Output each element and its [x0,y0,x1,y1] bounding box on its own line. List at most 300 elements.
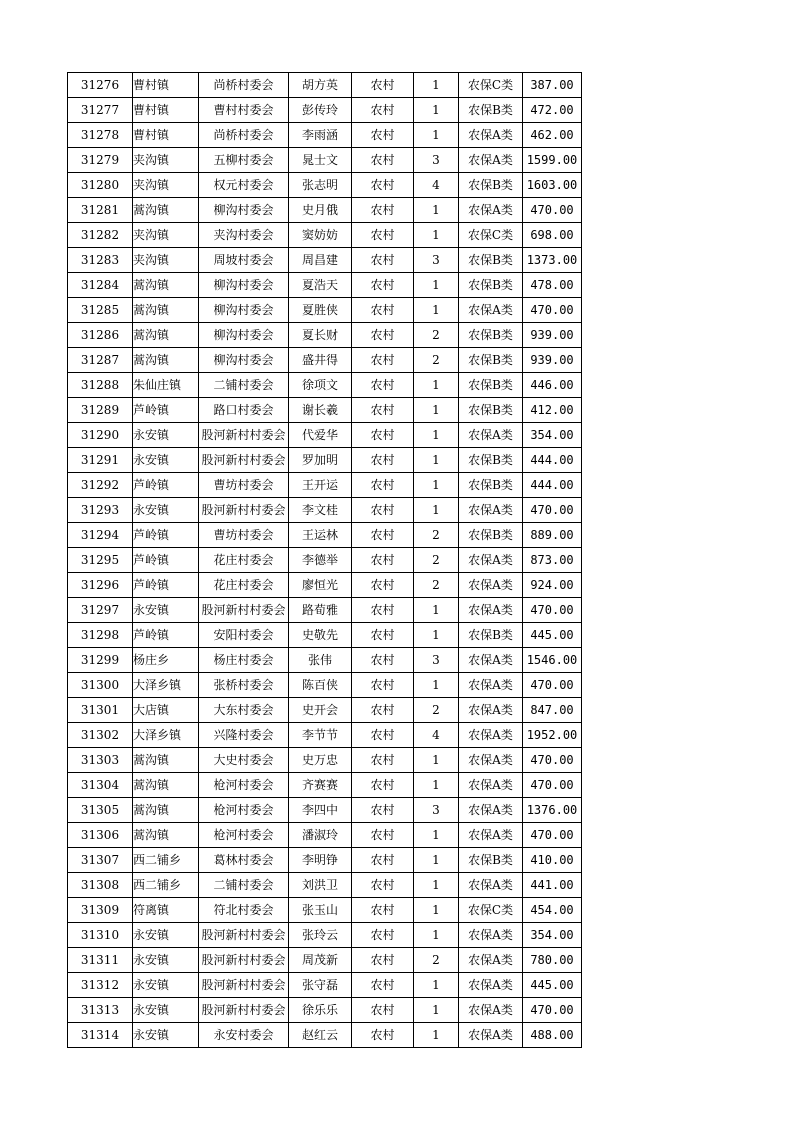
cell-village: 永安村委会 [199,1023,289,1048]
cell-name: 王开运 [289,473,352,498]
cell-town: 芦岭镇 [133,573,199,598]
cell-category: 农保A类 [459,498,523,523]
cell-amount: 873.00 [523,548,582,573]
cell-name: 李雨涵 [289,123,352,148]
cell-town: 夹沟镇 [133,248,199,273]
cell-type: 农村 [352,648,414,673]
cell-amount: 446.00 [523,373,582,398]
cell-type: 农村 [352,798,414,823]
cell-town: 芦岭镇 [133,398,199,423]
cell-town: 永安镇 [133,498,199,523]
cell-count: 1 [414,198,459,223]
cell-town: 曹村镇 [133,73,199,98]
cell-id: 31277 [68,98,133,123]
cell-id: 31278 [68,123,133,148]
cell-count: 1 [414,973,459,998]
cell-type: 农村 [352,373,414,398]
cell-town: 杨庄乡 [133,648,199,673]
cell-category: 农保A类 [459,823,523,848]
cell-category: 农保A类 [459,298,523,323]
cell-amount: 698.00 [523,223,582,248]
cell-type: 农村 [352,248,414,273]
cell-count: 1 [414,123,459,148]
cell-town: 芦岭镇 [133,548,199,573]
cell-type: 农村 [352,473,414,498]
cell-amount: 445.00 [523,623,582,648]
cell-count: 1 [414,923,459,948]
cell-category: 农保B类 [459,173,523,198]
cell-village: 柳沟村委会 [199,198,289,223]
cell-name: 廖恒光 [289,573,352,598]
cell-amount: 462.00 [523,123,582,148]
cell-id: 31279 [68,148,133,173]
cell-count: 1 [414,823,459,848]
cell-category: 农保A类 [459,723,523,748]
cell-category: 农保A类 [459,598,523,623]
cell-count: 3 [414,148,459,173]
cell-amount: 1603.00 [523,173,582,198]
cell-village: 大史村委会 [199,748,289,773]
cell-town: 朱仙庄镇 [133,373,199,398]
cell-name: 周昌建 [289,248,352,273]
cell-amount: 1546.00 [523,648,582,673]
table-row [68,248,582,273]
cell-name: 张伟 [289,648,352,673]
cell-id: 31298 [68,623,133,648]
table-row [68,348,582,373]
cell-amount: 924.00 [523,573,582,598]
table-row [68,798,582,823]
cell-id: 31291 [68,448,133,473]
cell-town: 蒿沟镇 [133,773,199,798]
cell-id: 31292 [68,473,133,498]
cell-amount: 1376.00 [523,798,582,823]
cell-type: 农村 [352,723,414,748]
cell-village: 柳沟村委会 [199,298,289,323]
cell-id: 31289 [68,398,133,423]
table-row [68,323,582,348]
cell-category: 农保B类 [459,623,523,648]
cell-name: 张玉山 [289,898,352,923]
cell-name: 代爱华 [289,423,352,448]
cell-id: 31305 [68,798,133,823]
cell-amount: 470.00 [523,998,582,1023]
cell-count: 3 [414,798,459,823]
table-row [68,573,582,598]
cell-type: 农村 [352,873,414,898]
cell-amount: 470.00 [523,198,582,223]
cell-category: 农保A类 [459,948,523,973]
cell-town: 夹沟镇 [133,148,199,173]
cell-category: 农保A类 [459,773,523,798]
cell-category: 农保A类 [459,998,523,1023]
cell-type: 农村 [352,298,414,323]
data-table [67,72,582,1048]
cell-type: 农村 [352,623,414,648]
cell-category: 农保A类 [459,873,523,898]
cell-type: 农村 [352,73,414,98]
cell-type: 农村 [352,748,414,773]
table-body [68,73,582,1048]
cell-type: 农村 [352,198,414,223]
cell-name: 徐乐乐 [289,998,352,1023]
cell-category: 农保B类 [459,248,523,273]
cell-village: 周坡村委会 [199,248,289,273]
cell-village: 曹村村委会 [199,98,289,123]
cell-type: 农村 [352,973,414,998]
cell-id: 31300 [68,673,133,698]
cell-name: 史敬先 [289,623,352,648]
cell-town: 曹村镇 [133,98,199,123]
cell-village: 二铺村委会 [199,873,289,898]
cell-count: 1 [414,1023,459,1048]
cell-id: 31284 [68,273,133,298]
cell-town: 蒿沟镇 [133,273,199,298]
cell-type: 农村 [352,823,414,848]
cell-amount: 444.00 [523,448,582,473]
cell-name: 夏胜侠 [289,298,352,323]
cell-name: 晁士文 [289,148,352,173]
cell-town: 大泽乡镇 [133,673,199,698]
table-row [68,298,582,323]
cell-type: 农村 [352,148,414,173]
cell-name: 窦妨妨 [289,223,352,248]
cell-village: 大东村委会 [199,698,289,723]
cell-amount: 470.00 [523,298,582,323]
cell-amount: 412.00 [523,398,582,423]
cell-count: 1 [414,848,459,873]
cell-count: 4 [414,173,459,198]
cell-type: 农村 [352,173,414,198]
table-row [68,873,582,898]
cell-id: 31309 [68,898,133,923]
cell-count: 3 [414,248,459,273]
cell-category: 农保C类 [459,223,523,248]
cell-town: 芦岭镇 [133,523,199,548]
cell-id: 31301 [68,698,133,723]
cell-category: 农保C类 [459,73,523,98]
cell-town: 芦岭镇 [133,623,199,648]
cell-type: 农村 [352,423,414,448]
cell-id: 31299 [68,648,133,673]
cell-category: 农保B类 [459,348,523,373]
cell-name: 赵红云 [289,1023,352,1048]
cell-count: 1 [414,498,459,523]
cell-category: 农保A类 [459,548,523,573]
cell-count: 1 [414,873,459,898]
cell-count: 1 [414,398,459,423]
table-row [68,948,582,973]
cell-village: 葛林村委会 [199,848,289,873]
table-row [68,698,582,723]
cell-amount: 847.00 [523,698,582,723]
cell-town: 蒿沟镇 [133,748,199,773]
cell-village: 张桥村委会 [199,673,289,698]
cell-name: 李节节 [289,723,352,748]
table-row [68,523,582,548]
cell-id: 31306 [68,823,133,848]
cell-village: 柳沟村委会 [199,348,289,373]
cell-amount: 889.00 [523,523,582,548]
cell-town: 夹沟镇 [133,223,199,248]
cell-name: 王运林 [289,523,352,548]
cell-name: 谢长羲 [289,398,352,423]
cell-category: 农保A类 [459,798,523,823]
cell-town: 永安镇 [133,1023,199,1048]
cell-town: 永安镇 [133,448,199,473]
cell-name: 彭传玲 [289,98,352,123]
cell-name: 周茂新 [289,948,352,973]
cell-town: 蒿沟镇 [133,823,199,848]
cell-village: 枪河村委会 [199,773,289,798]
cell-id: 31287 [68,348,133,373]
cell-name: 史月俄 [289,198,352,223]
cell-name: 陈百侠 [289,673,352,698]
cell-id: 31302 [68,723,133,748]
cell-amount: 488.00 [523,1023,582,1048]
cell-amount: 354.00 [523,423,582,448]
cell-town: 大泽乡镇 [133,723,199,748]
cell-id: 31303 [68,748,133,773]
cell-category: 农保A类 [459,1023,523,1048]
cell-village: 枪河村委会 [199,823,289,848]
cell-id: 31310 [68,923,133,948]
cell-amount: 472.00 [523,98,582,123]
cell-count: 1 [414,773,459,798]
cell-type: 农村 [352,498,414,523]
cell-type: 农村 [352,323,414,348]
cell-category: 农保B类 [459,98,523,123]
cell-village: 枪河村委会 [199,798,289,823]
cell-village: 股河新村村委会 [199,598,289,623]
cell-count: 2 [414,573,459,598]
cell-town: 永安镇 [133,423,199,448]
cell-id: 31304 [68,773,133,798]
cell-count: 2 [414,548,459,573]
cell-name: 夏浩天 [289,273,352,298]
table-row [68,623,582,648]
table-row [68,198,582,223]
cell-count: 4 [414,723,459,748]
cell-town: 永安镇 [133,948,199,973]
cell-type: 农村 [352,948,414,973]
cell-count: 3 [414,648,459,673]
cell-name: 张玲云 [289,923,352,948]
cell-type: 农村 [352,773,414,798]
cell-name: 张守磊 [289,973,352,998]
cell-type: 农村 [352,523,414,548]
cell-amount: 470.00 [523,673,582,698]
cell-name: 史开会 [289,698,352,723]
cell-type: 农村 [352,598,414,623]
table-row [68,998,582,1023]
table-row [68,273,582,298]
cell-category: 农保A类 [459,748,523,773]
cell-category: 农保A类 [459,573,523,598]
cell-count: 1 [414,623,459,648]
cell-count: 1 [414,473,459,498]
cell-count: 1 [414,898,459,923]
cell-amount: 410.00 [523,848,582,873]
table-row [68,398,582,423]
table-row [68,673,582,698]
cell-town: 西二铺乡 [133,848,199,873]
cell-category: 农保B类 [459,523,523,548]
cell-village: 安阳村委会 [199,623,289,648]
cell-village: 股河新村村委会 [199,973,289,998]
table-row [68,473,582,498]
cell-town: 曹村镇 [133,123,199,148]
cell-amount: 470.00 [523,823,582,848]
cell-id: 31282 [68,223,133,248]
cell-category: 农保B类 [459,273,523,298]
cell-type: 农村 [352,348,414,373]
table-row [68,848,582,873]
table-row [68,748,582,773]
cell-amount: 780.00 [523,948,582,973]
cell-amount: 454.00 [523,898,582,923]
cell-village: 尚桥村委会 [199,73,289,98]
cell-count: 2 [414,523,459,548]
cell-town: 西二铺乡 [133,873,199,898]
table-row [68,123,582,148]
table-row [68,898,582,923]
table-row [68,148,582,173]
cell-id: 31308 [68,873,133,898]
cell-id: 31293 [68,498,133,523]
cell-id: 31314 [68,1023,133,1048]
cell-village: 杨庄村委会 [199,648,289,673]
cell-category: 农保B类 [459,398,523,423]
cell-name: 胡方英 [289,73,352,98]
cell-type: 农村 [352,98,414,123]
cell-town: 符离镇 [133,898,199,923]
cell-amount: 1599.00 [523,148,582,173]
cell-village: 二铺村委会 [199,373,289,398]
cell-village: 曹坊村委会 [199,473,289,498]
table-row [68,548,582,573]
table-row [68,923,582,948]
table-row [68,423,582,448]
cell-amount: 470.00 [523,498,582,523]
cell-village: 股河新村村委会 [199,498,289,523]
cell-amount: 441.00 [523,873,582,898]
table-row [68,373,582,398]
cell-name: 李文桂 [289,498,352,523]
cell-category: 农保A类 [459,673,523,698]
cell-category: 农保C类 [459,898,523,923]
cell-town: 永安镇 [133,973,199,998]
cell-village: 符北村委会 [199,898,289,923]
cell-category: 农保A类 [459,698,523,723]
cell-village: 股河新村村委会 [199,998,289,1023]
cell-type: 农村 [352,548,414,573]
cell-village: 股河新村村委会 [199,948,289,973]
cell-count: 1 [414,298,459,323]
cell-category: 农保A类 [459,148,523,173]
cell-town: 永安镇 [133,598,199,623]
cell-town: 蒿沟镇 [133,348,199,373]
cell-count: 2 [414,948,459,973]
cell-category: 农保A类 [459,648,523,673]
cell-id: 31288 [68,373,133,398]
cell-village: 兴隆村委会 [199,723,289,748]
cell-count: 1 [414,748,459,773]
cell-count: 2 [414,323,459,348]
cell-id: 31312 [68,973,133,998]
cell-town: 大店镇 [133,698,199,723]
cell-id: 31307 [68,848,133,873]
table-row [68,648,582,673]
table-row [68,98,582,123]
cell-id: 31285 [68,298,133,323]
cell-count: 1 [414,998,459,1023]
cell-town: 蒿沟镇 [133,298,199,323]
cell-amount: 387.00 [523,73,582,98]
cell-type: 农村 [352,1023,414,1048]
cell-village: 路口村委会 [199,398,289,423]
cell-village: 柳沟村委会 [199,323,289,348]
cell-id: 31280 [68,173,133,198]
cell-name: 李德举 [289,548,352,573]
cell-id: 31295 [68,548,133,573]
cell-count: 1 [414,373,459,398]
cell-category: 农保B类 [459,848,523,873]
cell-id: 31294 [68,523,133,548]
cell-id: 31283 [68,248,133,273]
cell-count: 1 [414,448,459,473]
cell-town: 芦岭镇 [133,473,199,498]
cell-name: 路荀雅 [289,598,352,623]
cell-category: 农保A类 [459,198,523,223]
cell-count: 1 [414,273,459,298]
cell-count: 1 [414,73,459,98]
cell-count: 2 [414,348,459,373]
table-row [68,223,582,248]
cell-category: 农保B类 [459,448,523,473]
cell-amount: 1952.00 [523,723,582,748]
cell-name: 史万忠 [289,748,352,773]
cell-category: 农保B类 [459,373,523,398]
cell-name: 李四中 [289,798,352,823]
cell-category: 农保B类 [459,473,523,498]
cell-town: 蒿沟镇 [133,798,199,823]
cell-amount: 445.00 [523,973,582,998]
cell-type: 农村 [352,573,414,598]
cell-amount: 354.00 [523,923,582,948]
cell-village: 权元村委会 [199,173,289,198]
cell-amount: 1373.00 [523,248,582,273]
cell-type: 农村 [352,923,414,948]
cell-village: 股河新村村委会 [199,923,289,948]
cell-type: 农村 [352,123,414,148]
cell-type: 农村 [352,398,414,423]
cell-amount: 470.00 [523,773,582,798]
cell-town: 蒿沟镇 [133,198,199,223]
cell-name: 刘洪卫 [289,873,352,898]
cell-category: 农保B类 [459,323,523,348]
cell-count: 1 [414,98,459,123]
cell-name: 盛井得 [289,348,352,373]
cell-name: 罗加明 [289,448,352,473]
cell-name: 齐赛赛 [289,773,352,798]
table-row [68,598,582,623]
cell-town: 夹沟镇 [133,173,199,198]
cell-village: 花庄村委会 [199,573,289,598]
cell-type: 农村 [352,848,414,873]
cell-amount: 939.00 [523,348,582,373]
cell-id: 31296 [68,573,133,598]
